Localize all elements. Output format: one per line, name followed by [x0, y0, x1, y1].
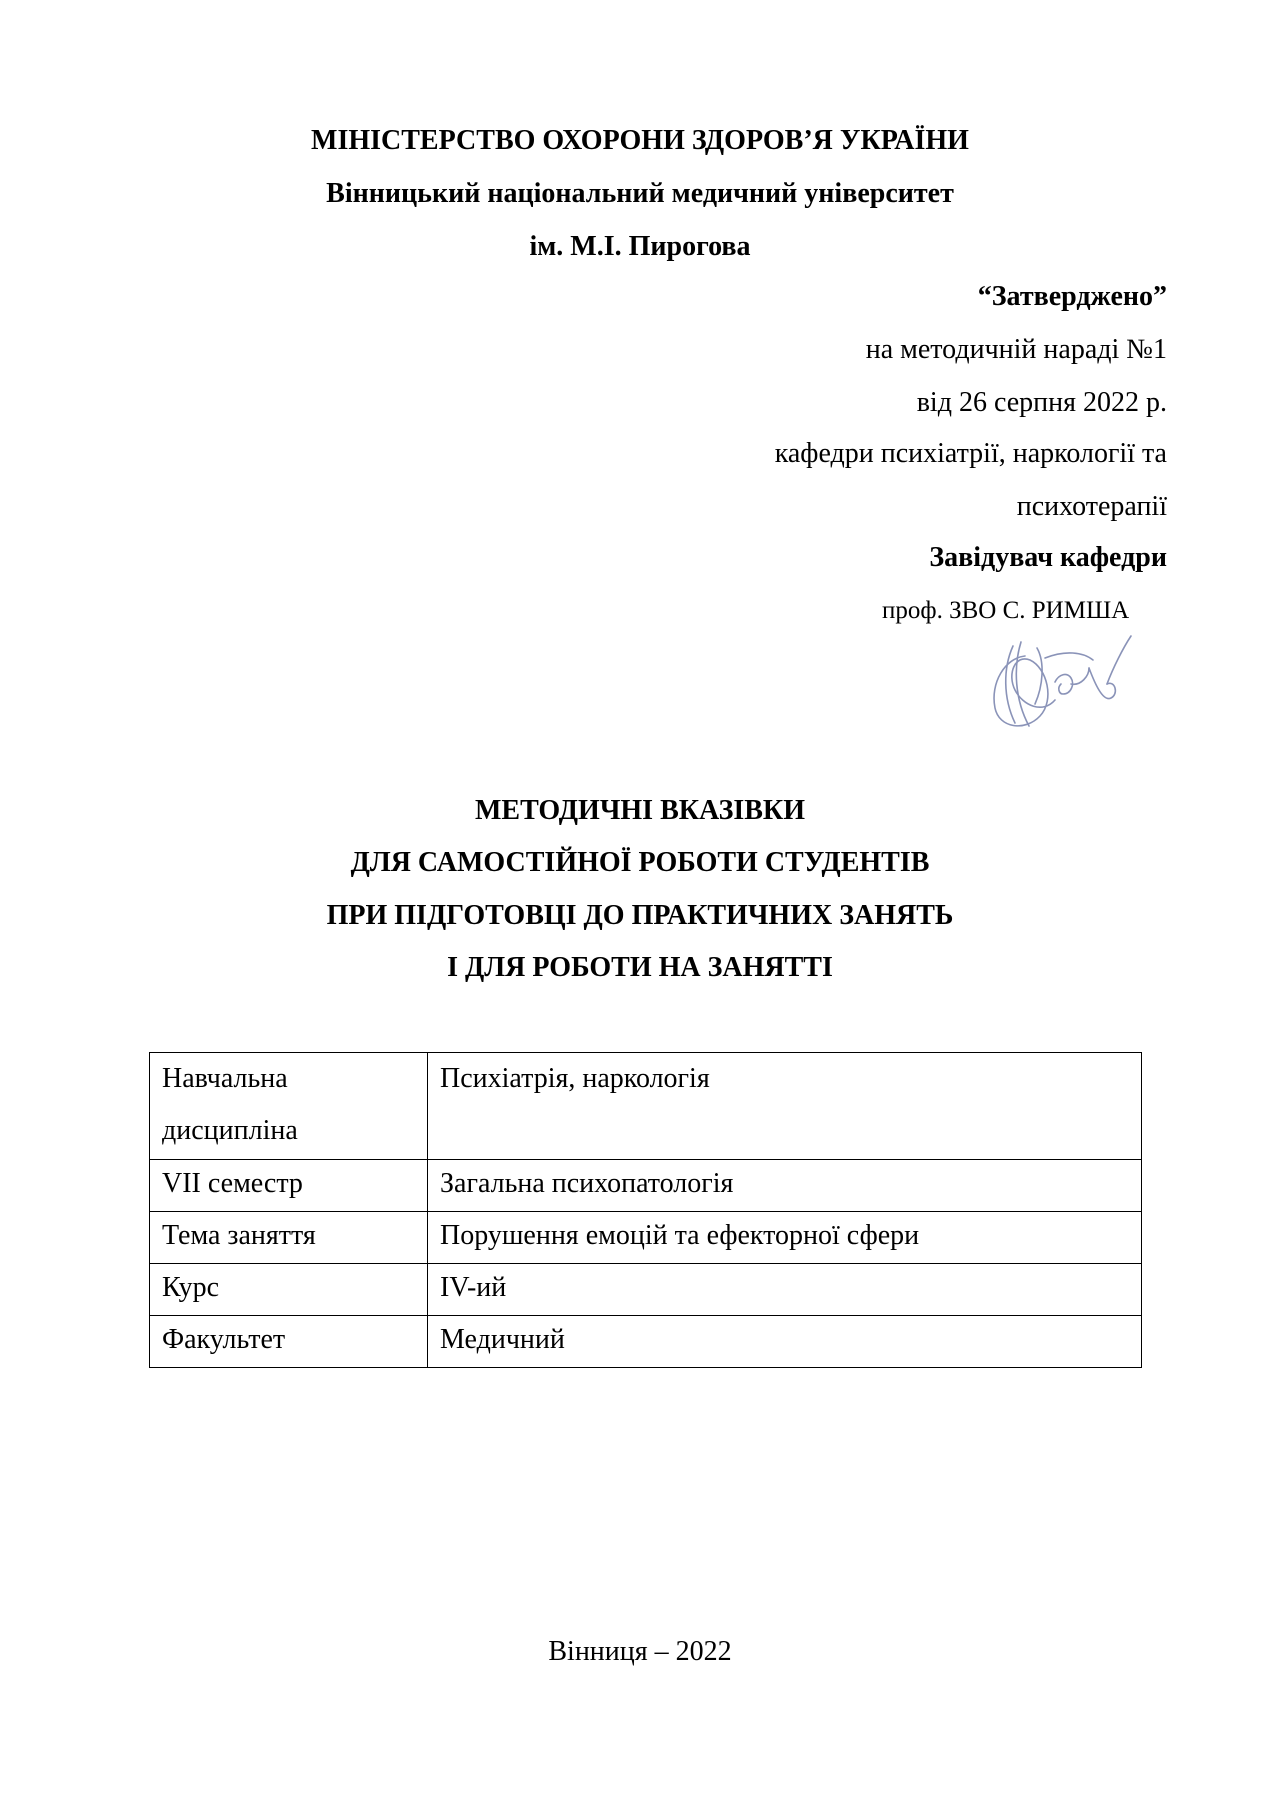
table-cell-label: Тема заняття [150, 1212, 428, 1264]
table-row [150, 1316, 1142, 1368]
table-cell-value: Психіатрія, наркологія [428, 1053, 1142, 1160]
table-row [150, 1160, 1142, 1212]
ministry-name: МІНІСТЕРСТВО ОХОРОНИ ЗДОРОВ’Я УКРАЇНИ [311, 125, 969, 156]
approval-date: від 26 серпня 2022 р. [916, 387, 1167, 418]
document-title-line-4: І ДЛЯ РОБОТИ НА ЗАНЯТТІ [447, 952, 833, 983]
table-cell-label: Навчальна дисципліна [150, 1053, 428, 1160]
document-title-line-1: МЕТОДИЧНІ ВКАЗІВКИ [475, 795, 805, 826]
signature-image [985, 628, 1135, 738]
table-cell-label: Курс [150, 1264, 428, 1316]
table-row [150, 1212, 1142, 1264]
approval-department: кафедри психіатрії, наркології та [774, 438, 1167, 469]
approval-department-cont: психотерапії [1016, 491, 1167, 522]
table-cell-value: Порушення емоцій та ефекторної сфери [428, 1212, 1142, 1264]
department-head-title: Завідувач кафедри [929, 542, 1167, 573]
table-row [150, 1053, 1142, 1160]
university-name: Вінницький національний медичний університет [326, 178, 954, 209]
course-info-table [149, 1052, 1142, 1368]
document-title-line-3: ПРИ ПІДГОТОВЦІ ДО ПРАКТИЧНИХ ЗАНЯТЬ [326, 900, 954, 931]
university-named-after: ім. М.І. Пирогова [529, 231, 751, 262]
department-head-name: проф. ЗВО С. РИМША [882, 597, 1130, 624]
table-cell-value: ІV-ий [428, 1264, 1142, 1316]
footer-city-year: Вінниця – 2022 [548, 1636, 732, 1667]
table-cell-value: Загальна психопатологія [428, 1160, 1142, 1212]
table-cell-label: VII семестр [150, 1160, 428, 1212]
table-cell-label: Факультет [150, 1316, 428, 1368]
table-cell-value: Медичний [428, 1316, 1142, 1368]
approval-meeting: на методичній нараді №1 [865, 334, 1167, 365]
document-title-line-2: ДЛЯ САМОСТІЙНОЇ РОБОТИ СТУДЕНТІВ [350, 847, 930, 878]
table-row [150, 1264, 1142, 1316]
approval-title: “Затверджено” [977, 281, 1167, 312]
